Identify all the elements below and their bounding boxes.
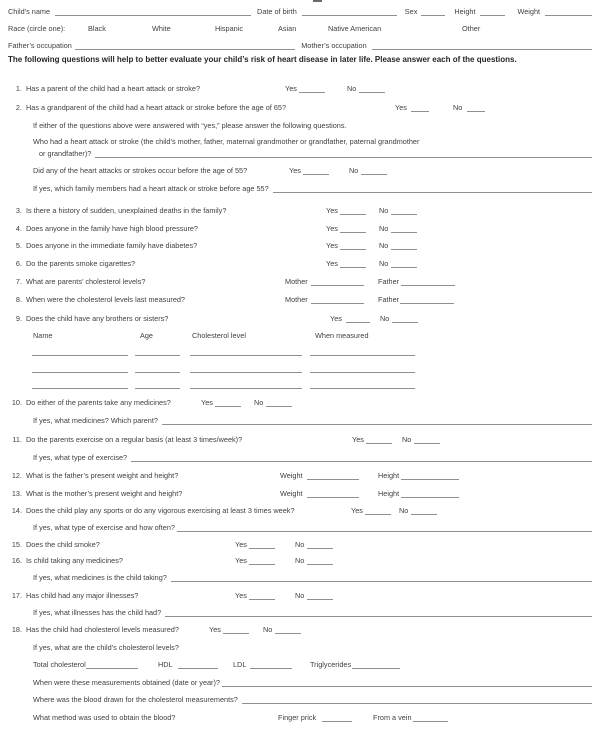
q7-father-blank[interactable] — [401, 277, 455, 286]
method-text: What method was used to obtain the blood? — [33, 713, 176, 722]
question-10-number: 10. — [11, 398, 22, 407]
total-cholesterol-blank[interactable] — [86, 660, 138, 669]
yes-label: Yes — [235, 540, 247, 549]
yes-label: Yes — [235, 556, 247, 565]
question-1-number: 1. — [15, 84, 22, 93]
q2-no-blank[interactable] — [467, 103, 485, 112]
race-option-native-american[interactable]: Native American — [328, 24, 382, 33]
yes-label: Yes — [326, 259, 338, 268]
from-a-vein-label: From a vein — [373, 713, 412, 722]
race-option-other[interactable]: Other — [462, 24, 481, 33]
mother-label: Mother — [285, 295, 308, 304]
question-11-number: 11. — [12, 435, 22, 444]
q10-followup-blank[interactable] — [162, 416, 592, 425]
question-4-number: 4. — [15, 224, 22, 233]
page-crop-artifact — [313, 0, 322, 2]
q17-yes-blank[interactable] — [249, 591, 275, 600]
childs-name-label: Child’s name — [8, 7, 51, 16]
question-1 — [8, 81, 592, 93]
question-1-text: Has a parent of the child had a heart attack or stroke? — [26, 84, 201, 93]
where-drawn-row — [8, 692, 592, 704]
question-15-text: Does the child smoke? — [26, 540, 100, 549]
q18-no-blank[interactable] — [275, 625, 301, 634]
fathers-occupation-label: Father’s occupation — [8, 41, 72, 50]
question-5-text: Does anyone in the immediate family have diabetes? — [26, 241, 198, 250]
q3-no-blank[interactable] — [391, 206, 417, 215]
sibling3-name-blank[interactable] — [32, 380, 128, 389]
triglycerides-blank[interactable] — [352, 660, 400, 669]
question-17-text: Has child had any major illnesses? — [26, 591, 139, 600]
question-6-text: Do the parents smoke cigarettes? — [26, 259, 136, 268]
question-14-text: Does the child play any sports or do any vigorous exercising at least 3 times week? — [26, 506, 295, 515]
q4-no-blank[interactable] — [391, 224, 417, 233]
before55-no-blank[interactable] — [361, 166, 387, 175]
question-2-before55 — [8, 163, 592, 175]
q9-yes-blank[interactable] — [346, 314, 370, 323]
date-of-birth-blank[interactable] — [302, 7, 397, 16]
date-of-birth-label: Date of birth — [257, 7, 297, 16]
yes-label: Yes — [326, 206, 338, 215]
race-row — [8, 21, 592, 33]
hdl-blank[interactable] — [178, 660, 218, 669]
height-blank[interactable] — [480, 7, 505, 16]
no-label: No — [379, 206, 389, 215]
yes-label: Yes — [326, 224, 338, 233]
q18-followup-text: If yes, what are the child’s cholesterol levels? — [33, 643, 179, 652]
q16-no-blank[interactable] — [307, 556, 333, 565]
q1-no-blank[interactable] — [359, 84, 385, 93]
q15-no-blank[interactable] — [307, 540, 333, 549]
when-obtained-row — [8, 675, 592, 687]
question-12-number: 12. — [11, 471, 22, 480]
childs-name-blank[interactable] — [55, 7, 251, 16]
finger-prick-label: Finger prick — [278, 713, 317, 722]
q9-no-blank[interactable] — [392, 314, 418, 323]
members-blank[interactable] — [273, 184, 592, 193]
q16-followup-blank[interactable] — [171, 573, 592, 582]
question-2-note — [8, 118, 592, 130]
yes-label: Yes — [209, 625, 221, 634]
height-label: Height — [378, 489, 400, 498]
mothers-occupation-blank[interactable] — [372, 41, 592, 50]
sibling1-name-blank[interactable] — [32, 347, 128, 356]
question-6 — [8, 256, 592, 268]
q10-yes-blank[interactable] — [215, 398, 241, 407]
race-option-asian[interactable]: Asian — [278, 24, 297, 33]
sibling3-age-blank[interactable] — [135, 380, 180, 389]
question-3-text: Is there a history of sudden, unexplained deaths in the family? — [26, 206, 227, 215]
question-15-number: 15. — [11, 540, 22, 549]
triglycerides-label: Triglycerides — [310, 660, 352, 669]
sex-blank[interactable] — [421, 7, 445, 16]
no-label: No — [295, 591, 305, 600]
question-2 — [8, 100, 592, 112]
height-label: Height — [454, 7, 476, 16]
q6-yes-blank[interactable] — [340, 259, 366, 268]
q17-followup-blank[interactable] — [165, 608, 592, 617]
q6-no-blank[interactable] — [391, 259, 417, 268]
question-8 — [8, 292, 592, 304]
question-14-followup — [8, 520, 592, 532]
q14-no-blank[interactable] — [411, 506, 437, 515]
weight-label: Weight — [280, 489, 303, 498]
question-2-number: 2. — [15, 103, 22, 112]
yes-label: Yes — [330, 314, 342, 323]
question-10-text: Do either of the parents take any medicines? — [26, 398, 171, 407]
q16-followup-text: If yes, what medicines is the child taking? — [33, 573, 167, 582]
question-9-number: 9. — [15, 314, 22, 323]
no-label: No — [263, 625, 273, 634]
question-18 — [8, 622, 592, 634]
question-8-text: When were the cholesterol levels last measured? — [26, 295, 185, 304]
q11-followup-text: If yes, what type of exercise? — [33, 453, 128, 462]
sibling3-when-measured-blank[interactable] — [310, 380, 415, 389]
race-label: Race (circle one): — [8, 24, 66, 33]
no-label: No — [379, 259, 389, 268]
question-11-followup — [8, 450, 592, 462]
question-7-text: What are parents’ cholesterol levels? — [26, 277, 146, 286]
question-17-number: 17. — [11, 591, 22, 600]
col-cholesterol-header: Cholesterol level — [192, 331, 246, 340]
question-3-number: 3. — [15, 206, 22, 215]
question-9-text: Does the child have any brothers or sisters? — [26, 314, 169, 323]
siblings-table-row-2 — [8, 361, 592, 373]
q2-yes-blank[interactable] — [411, 103, 429, 112]
question-10 — [8, 395, 592, 407]
question-18-followup — [8, 640, 592, 652]
question-10-followup — [8, 413, 592, 425]
question-14 — [8, 503, 592, 515]
q15-yes-blank[interactable] — [249, 540, 275, 549]
where-drawn-text: Where was the blood drawn for the cholesterol measurements? — [33, 695, 238, 704]
ldl-blank[interactable] — [250, 660, 292, 669]
total-cholesterol-label: Total cholesterol — [33, 660, 86, 669]
question-17-followup — [8, 605, 592, 617]
sibling3-cholesterol-blank[interactable] — [190, 380, 302, 389]
question-12 — [8, 468, 592, 480]
sibling2-when-measured-blank[interactable] — [310, 364, 415, 373]
q17-no-blank[interactable] — [307, 591, 333, 600]
members-text: If yes, which family members had a heart attack or stroke before age 55? — [33, 184, 269, 193]
q7-mother-blank[interactable] — [311, 277, 364, 286]
sibling2-age-blank[interactable] — [135, 364, 180, 373]
weight-blank[interactable] — [545, 7, 592, 16]
q1-yes-blank[interactable] — [299, 84, 325, 93]
no-label: No — [379, 241, 389, 250]
header-identity-row — [8, 4, 592, 16]
father-label: Father — [378, 277, 400, 286]
question-11 — [8, 432, 592, 444]
question-5 — [8, 238, 592, 250]
mother-label: Mother — [285, 277, 308, 286]
q14-yes-blank[interactable] — [365, 506, 391, 515]
question-11-text: Do the parents exercise on a regular basis (at least 3 times/week)? — [26, 435, 243, 444]
no-label: No — [349, 166, 359, 175]
no-label: No — [295, 540, 305, 549]
q10-no-blank[interactable] — [266, 398, 292, 407]
no-label: No — [380, 314, 390, 323]
question-13-number: 13. — [11, 489, 22, 498]
sibling1-cholesterol-blank[interactable] — [190, 347, 302, 356]
cholesterol-values-row — [8, 657, 592, 669]
race-option-black[interactable]: Black — [88, 24, 106, 33]
no-label: No — [379, 224, 389, 233]
question-2-who-line1 — [8, 136, 592, 146]
yes-label: Yes — [289, 166, 301, 175]
q3-yes-blank[interactable] — [340, 206, 366, 215]
fathers-occupation-blank[interactable] — [75, 41, 295, 50]
col-when-measured-header: When measured — [315, 331, 369, 340]
question-2-text: Has a grandparent of the child had a heart attack or stroke before the age of 65? — [26, 103, 287, 112]
q16-yes-blank[interactable] — [249, 556, 275, 565]
question-2-members — [8, 181, 592, 193]
q14-followup-blank[interactable] — [177, 523, 592, 532]
weight-label: Weight — [517, 7, 541, 16]
when-obtained-text: When were these measurements obtained (date or year)? — [33, 678, 220, 687]
question-4 — [8, 221, 592, 233]
siblings-table-header — [8, 328, 592, 340]
question-16-number: 16. — [11, 556, 22, 565]
occupation-row — [8, 38, 592, 50]
question-3 — [8, 203, 592, 215]
father-label: Father — [378, 295, 400, 304]
question-15 — [8, 537, 592, 549]
q5-no-blank[interactable] — [391, 241, 417, 250]
no-label: No — [453, 103, 463, 112]
mothers-occupation-label: Mother’s occupation — [301, 41, 367, 50]
q12-height-blank[interactable] — [401, 471, 459, 480]
question-6-number: 6. — [15, 259, 22, 268]
no-label: No — [402, 435, 412, 444]
intro-text: The following questions will help to better evaluate your child’s risk of heart disease in later life. Please answer each of the questions. — [8, 55, 517, 64]
q13-height-blank[interactable] — [401, 489, 459, 498]
finger-prick-blank[interactable] — [322, 713, 352, 722]
who-text-line2: or grandfather)? — [39, 149, 92, 158]
question-17 — [8, 588, 592, 600]
yes-label: Yes — [285, 84, 297, 93]
q11-yes-blank[interactable] — [366, 435, 392, 444]
method-row — [8, 710, 592, 722]
question-12-text: What is the father’s present weight and height? — [26, 471, 179, 480]
height-label: Height — [378, 471, 400, 480]
race-option-hispanic[interactable]: Hispanic — [215, 24, 243, 33]
q13-weight-blank[interactable] — [307, 489, 359, 498]
siblings-table-row-3 — [8, 377, 592, 389]
question-13 — [8, 486, 592, 498]
question-14-number: 14. — [11, 506, 22, 515]
no-label: No — [347, 84, 357, 93]
question-5-number: 5. — [15, 241, 22, 250]
question-18-number: 18. — [11, 625, 22, 634]
sex-label: Sex — [404, 7, 418, 16]
no-label: No — [399, 506, 409, 515]
where-drawn-blank[interactable] — [242, 695, 592, 704]
ldl-label: LDL — [233, 660, 247, 669]
sibling2-cholesterol-blank[interactable] — [190, 364, 302, 373]
q14-followup-text: If yes, what type of exercise and how often? — [33, 523, 175, 532]
siblings-table-row-1 — [8, 344, 592, 356]
yes-label: Yes — [352, 435, 364, 444]
yes-label: Yes — [326, 241, 338, 250]
question-16-followup — [8, 570, 592, 582]
sibling1-age-blank[interactable] — [135, 347, 180, 356]
q4-yes-blank[interactable] — [340, 224, 366, 233]
hdl-label: HDL — [158, 660, 173, 669]
no-label: No — [254, 398, 264, 407]
note-text: If either of the questions above were answered with “yes,” please answer the following questions. — [33, 121, 347, 130]
question-16 — [8, 553, 592, 565]
sibling2-name-blank[interactable] — [32, 364, 128, 373]
q11-no-blank[interactable] — [414, 435, 440, 444]
sibling1-when-measured-blank[interactable] — [310, 347, 415, 356]
question-8-number: 8. — [15, 295, 22, 304]
q8-father-blank[interactable] — [400, 295, 454, 304]
yes-label: Yes — [351, 506, 363, 515]
q10-followup-text: If yes, what medicines? Which parent? — [33, 416, 158, 425]
col-age-header: Age — [140, 331, 153, 340]
question-2-who-line2 — [8, 147, 592, 158]
race-option-white[interactable]: White — [152, 24, 171, 33]
question-13-text: What is the mother’s present weight and height? — [26, 489, 183, 498]
question-4-text: Does anyone in the family have high blood pressure? — [26, 224, 198, 233]
col-name-header: Name — [33, 331, 53, 340]
from-a-vein-blank[interactable] — [413, 713, 448, 722]
no-label: No — [295, 556, 305, 565]
q17-followup-text: If yes, what illnesses has the child had? — [33, 608, 162, 617]
yes-label: Yes — [201, 398, 213, 407]
q12-weight-blank[interactable] — [307, 471, 359, 480]
who-text-line1: Who had a heart attack or stroke (the child’s mother, father, maternal grandmother or grandfather, paternal grandmother — [33, 137, 420, 146]
yes-label: Yes — [395, 103, 407, 112]
before55-text: Did any of the heart attacks or strokes occur before the age of 55? — [33, 166, 248, 175]
q5-yes-blank[interactable] — [340, 241, 366, 250]
question-9 — [8, 311, 592, 323]
question-7 — [8, 274, 592, 286]
yes-label: Yes — [235, 591, 247, 600]
weight-label: Weight — [280, 471, 303, 480]
q18-yes-blank[interactable] — [223, 625, 249, 634]
q11-followup-blank[interactable] — [131, 453, 592, 462]
question-7-number: 7. — [15, 277, 22, 286]
before55-yes-blank[interactable] — [303, 166, 329, 175]
when-obtained-blank[interactable] — [222, 678, 592, 687]
question-16-text: Is child taking any medicines? — [26, 556, 123, 565]
question-18-text: Has the child had cholesterol levels measured? — [26, 625, 179, 634]
who-blank[interactable] — [95, 149, 592, 158]
q8-mother-blank[interactable] — [311, 295, 364, 304]
